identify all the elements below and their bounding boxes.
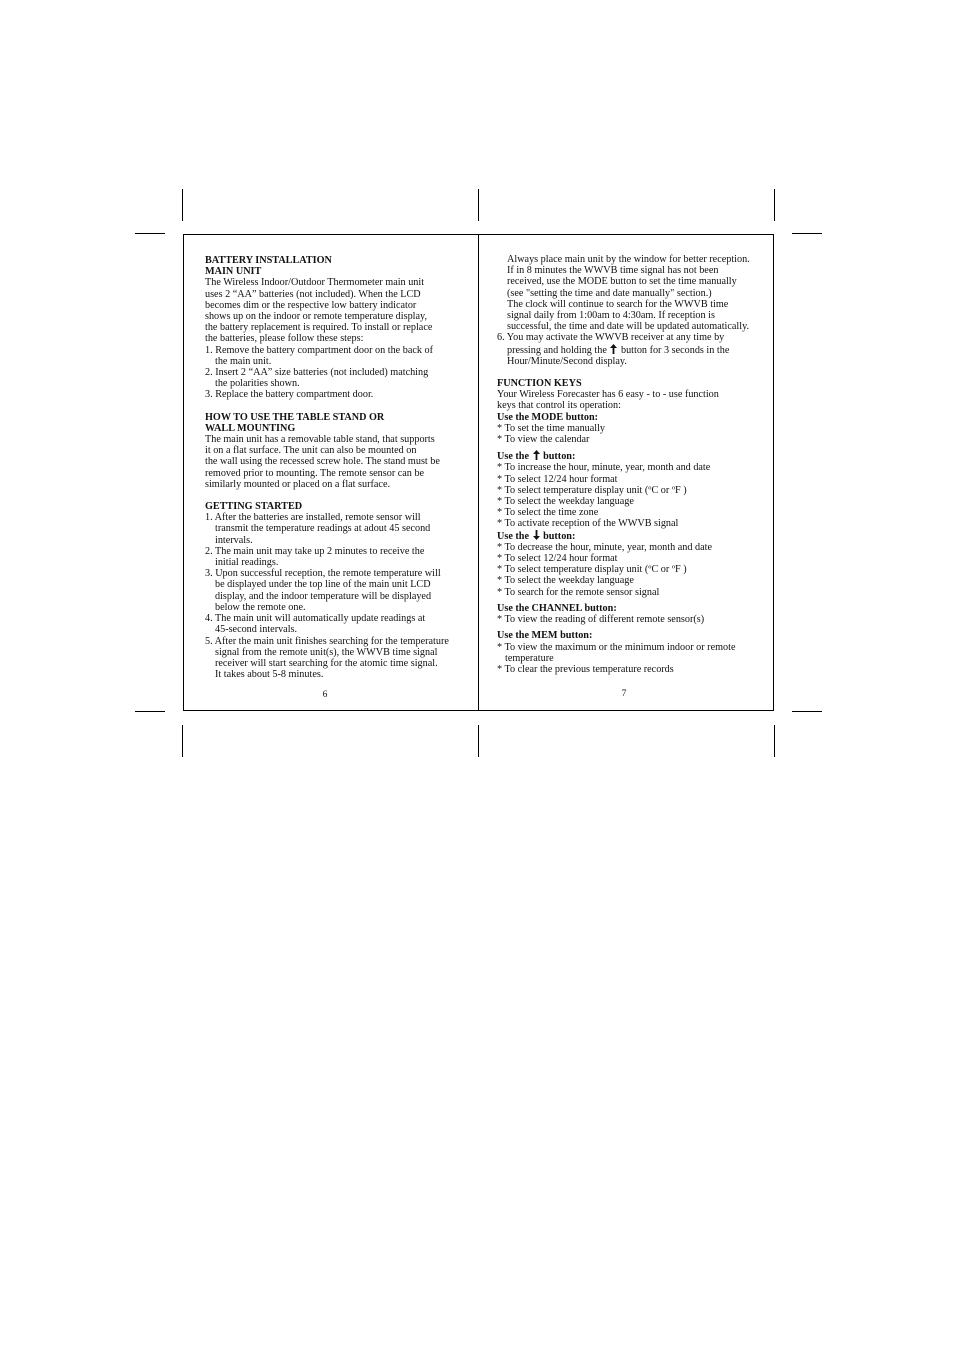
list-item: * To clear the previous temperature records [497, 663, 674, 675]
main-unit-heading: MAIN UNIT [205, 266, 262, 278]
list-item [497, 642, 759, 664]
text-line: be displayed under the top line of the main unit LCD [215, 579, 431, 591]
text-line: keys that control its operation: [497, 400, 621, 412]
text-line: 6. You may activate the WWVB receiver at any time by [497, 332, 725, 344]
crop-mark [774, 725, 775, 757]
text-line: temperature [505, 652, 554, 664]
text-line: 2. Insert 2 “AA” size batteries (not included) matching [205, 367, 429, 379]
getting-started-step-2 [205, 546, 467, 568]
text-line: 2. The main unit may take up 2 minutes to receive the [205, 545, 425, 557]
text-line: the battery replacement is required. To install or replace [205, 322, 433, 334]
text-line: shows up on the indoor or remote temperature display, [205, 311, 427, 323]
text-line: display, and the indoor temperature will be displayed [215, 590, 432, 602]
text-line: 3. Upon successful reception, the remote temperature will [205, 568, 441, 580]
list-item: * To search for the remote sensor signal [497, 586, 660, 598]
text-line: the wall using the recessed screw hole. The stand must be [205, 456, 440, 468]
up-button-heading [497, 450, 759, 462]
text-line: received, use the MODE button to set the time manually [507, 276, 737, 288]
text-line: the polarities shown. [215, 378, 300, 390]
text-line: signal daily from 1:00am to 4:30am. If reception is [507, 310, 715, 322]
text-line: The clock will continue to search for the WWVB time [507, 298, 729, 310]
text-line: becomes dim or the respective low battery indicator [205, 299, 417, 311]
text-line: The Wireless Indoor/Outdoor Thermometer main unit [205, 277, 425, 289]
text-fragment: Use the [497, 451, 529, 463]
list-item: * To select 12/24 hour format [497, 473, 618, 485]
list-item: * To select temperature display unit (ºC or ºF ) [497, 564, 687, 576]
stand-paragraph [205, 434, 467, 490]
battery-step-3 [205, 389, 467, 400]
text-line: it on a flat surface. The unit can also be mounted on [205, 445, 417, 457]
down-button-heading [497, 530, 759, 542]
getting-started-heading: GETTING STARTED [205, 501, 303, 513]
text-line: The main unit has a removable table stand, that supports [205, 434, 435, 446]
getting-started-step-5 [205, 636, 467, 681]
text-line: 3. Replace the battery compartment door. [205, 389, 374, 401]
list-item: * To set the time manually [497, 422, 606, 434]
getting-started-step-4 [205, 613, 467, 635]
text-line: the batteries, please follow these steps: [205, 333, 364, 345]
function-keys-heading: FUNCTION KEYS [497, 378, 582, 390]
getting-started-step-3 [205, 568, 467, 613]
page-number: 6 [322, 690, 328, 700]
crop-mark [478, 725, 479, 757]
text-line: transmit the temperature readings at adout 45 second [215, 523, 431, 535]
text-fragment: button: [543, 451, 576, 463]
text-line: uses 2 “AA” batteries (not included). When the LCD [205, 288, 421, 300]
page-divider [478, 234, 479, 711]
text-line: 1. Remove the battery compartment door on the back of [205, 344, 434, 356]
list-item: * To select the weekday language [497, 575, 634, 587]
battery-paragraph [205, 277, 467, 344]
text-line: 4. The main unit will automatically update readings at [205, 613, 426, 625]
mode-button-heading: Use the MODE button: [497, 411, 599, 423]
text-fragment: button: [543, 530, 576, 542]
text-line: 1. After the batteries are installed, remote sensor will [205, 512, 421, 524]
crop-mark [792, 711, 822, 712]
text-line: signal from the remote unit(s), the WWVB time signal [215, 646, 438, 658]
down-arrow-icon [533, 530, 540, 540]
wall-mounting-heading: WALL MOUNTING [205, 422, 296, 434]
text-fragment: button for 3 seconds in the [620, 344, 730, 356]
list-item: * To select the time zone [497, 507, 599, 519]
text-line: * To view the maximum or the minimum indoor or remote [497, 641, 736, 653]
mem-button-heading: Use the MEM button: [497, 630, 593, 642]
text-line: the main unit. [215, 355, 272, 367]
text-line: receiver will start searching for the atomic time signal. [215, 657, 438, 669]
up-arrow-icon [610, 344, 617, 354]
left-page-content [205, 255, 467, 680]
battery-installation-heading: BATTERY INSTALLATION [205, 255, 332, 266]
list-item: * To select 12/24 hour format [497, 553, 618, 565]
continued-paragraph [497, 254, 759, 332]
text-line [497, 344, 759, 356]
table-stand-heading: HOW TO USE THE TABLE STAND OR [205, 411, 385, 423]
text-line: Your Wireless Forecaster has 6 easy - to - use function [497, 389, 719, 401]
page-number: 7 [621, 689, 627, 699]
text-line: 45-second intervals. [215, 624, 298, 636]
list-item: * To decrease the hour, minute, year, month and date [497, 541, 712, 553]
right-page-content [497, 254, 759, 675]
channel-button-heading: Use the CHANNEL button: [497, 602, 617, 614]
text-line: initial readings. [215, 557, 279, 569]
list-item: * To select temperature display unit (ºC or ºF ) [497, 484, 687, 496]
step-6 [497, 332, 759, 367]
text-line: removed prior to mounting. The remote sensor can be [205, 467, 425, 479]
text-line: Always place main unit by the window for better reception. [507, 254, 750, 265]
text-line: intervals. [215, 534, 253, 546]
getting-started-step-1 [205, 512, 467, 546]
crop-mark [135, 233, 165, 234]
crop-mark [182, 189, 183, 221]
text-line: similarly mounted or placed on a flat surface. [205, 478, 391, 490]
text-fragment: Use the [497, 530, 529, 542]
list-item: * To view the reading of different remote sensor(s) [497, 614, 705, 626]
up-arrow-icon [533, 450, 540, 460]
crop-mark [792, 233, 822, 234]
crop-mark [478, 189, 479, 221]
battery-step-1 [205, 345, 467, 367]
crop-mark [182, 725, 183, 757]
list-item: * To select the weekday language [497, 496, 634, 508]
list-item: * To activate reception of the WWVB signal [497, 518, 679, 530]
crop-mark [774, 189, 775, 221]
list-item: * To view the calendar [497, 434, 590, 446]
crop-mark [135, 711, 165, 712]
text-line: successful, the time and date will be updated automatically. [507, 321, 750, 333]
text-line: It takes about 5-8 minutes. [215, 669, 324, 681]
text-line: If in 8 minutes the WWVB time signal has not been [507, 265, 719, 277]
text-line: (see "setting the time and date manually" section.) [507, 287, 712, 299]
text-line: Hour/Minute/Second display. [507, 355, 627, 367]
list-item: * To increase the hour, minute, year, month and date [497, 462, 711, 474]
text-line: below the remote one. [215, 601, 306, 613]
text-line: 5. After the main unit finishes searching for the temperature [205, 635, 449, 647]
battery-step-2 [205, 367, 467, 389]
text-fragment: pressing and holding the [507, 344, 607, 356]
